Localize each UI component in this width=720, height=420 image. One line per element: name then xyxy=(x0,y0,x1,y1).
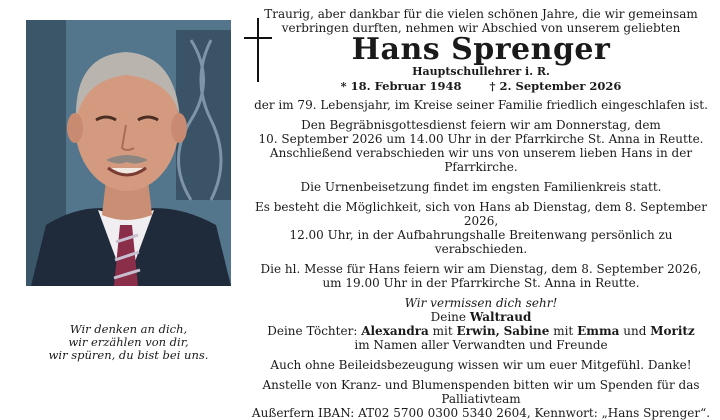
obituary-text xyxy=(246,7,716,420)
passed-text: der im 79. Lebensjahr, im Kreise seiner Familie friedlich eingeschlafen ist. xyxy=(254,98,708,112)
wife-line xyxy=(246,310,716,324)
donation-line: Anstelle von Kranz- und Blumenspenden bitten wir um Spenden für das Palliativteam xyxy=(262,378,700,406)
life-dates xyxy=(246,79,716,93)
farewell-line: Es besteht die Möglichkeit, sich von Hans ab Dienstag, dem 8. September 2026, xyxy=(255,200,707,228)
partner-name: Erwin, xyxy=(456,324,500,338)
mass-line: Die hl. Messe für Hans feiern wir am Dienstag, dem 8. September 2026, xyxy=(260,262,702,276)
intro-line: Traurig, aber dankbar für die vielen schönen Jahre, die wir gemeinsam xyxy=(264,7,698,21)
quote-line: wir spüren, du bist bei uns. xyxy=(48,348,209,362)
condolence-text: Auch ohne Beileidsbezeugung wissen wir um euer Mitgefühl. Danke! xyxy=(270,358,692,372)
donation-line: Außerfern IBAN: AT02 5700 0300 5340 2604, Kennwort: „Hans Sprenger“. xyxy=(251,406,711,420)
birth-date: * 18. Februar 1948 xyxy=(340,79,462,93)
relatives-text: im Namen aller Verwandten und Freunde xyxy=(354,338,608,352)
deceased-name: Hans Sprenger xyxy=(351,32,611,67)
daughter-name: Sabine xyxy=(503,324,550,338)
mass-line: um 19.00 Uhr in der Pfarrkirche St. Anna in Reutte. xyxy=(322,276,640,290)
farewell-line: 12.00 Uhr, in der Aufbahrungshalle Breitenwang persönlich zu verabschieden. xyxy=(289,228,673,256)
service-line: 10. September 2026 um 14.00 Uhr in der Pfarrkirche St. Anna in Reutte. xyxy=(258,132,704,146)
miss-text: Wir vermissen dich sehr! xyxy=(404,296,558,310)
intro-line: verbringen durften, nehmen wir Abschied von unserem geliebten xyxy=(281,21,681,35)
deceased-title: Hauptschullehrer i. R. xyxy=(412,65,550,78)
grandchild-name: Moritz xyxy=(650,324,695,338)
service-line: Den Begräbnisgottesdienst feiern wir am Donnerstag, dem xyxy=(301,118,661,132)
daughters-prefix: Deine Töchter: xyxy=(267,324,358,338)
daughters-line xyxy=(246,324,716,338)
memorial-quote xyxy=(26,323,231,362)
grandchild-name: Emma xyxy=(577,324,620,338)
urn-text: Die Urnenbeisetzung findet im engsten Familienkreis statt. xyxy=(300,180,662,194)
wife-prefix: Deine xyxy=(430,310,467,324)
connector-text: und xyxy=(623,324,647,338)
quote-line: Wir denken an dich, xyxy=(69,322,188,336)
daughter-name: Alexandra xyxy=(361,324,429,338)
wife-name: Waltraud xyxy=(469,310,532,324)
connector-text: mit xyxy=(432,324,453,338)
death-date: † 2. September 2026 xyxy=(489,79,622,93)
service-line: Anschließend verabschieden wir uns von unserem lieben Hans in der Pfarrkirche. xyxy=(269,146,693,174)
connector-text: mit xyxy=(553,324,574,338)
portrait-photo xyxy=(26,20,231,286)
quote-line: wir erzählen von dir, xyxy=(68,335,189,349)
